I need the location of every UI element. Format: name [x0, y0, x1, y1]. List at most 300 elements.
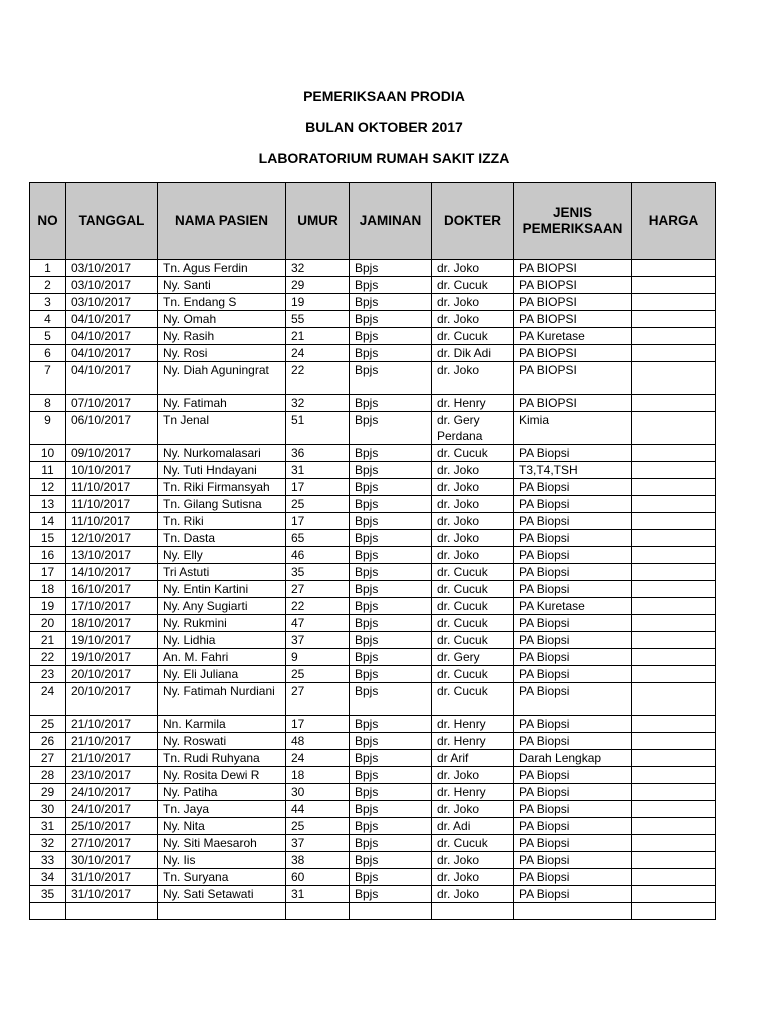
cell-jenis-pemeriksaan: PA Biopsi: [514, 683, 632, 716]
table-row: [30, 362, 716, 395]
cell-jaminan: Bpjs: [350, 445, 432, 462]
cell-harga: [632, 345, 716, 362]
cell-tanggal: 10/10/2017: [66, 462, 158, 479]
table-row: [30, 395, 716, 412]
cell-no: 25: [30, 716, 66, 733]
cell-jaminan: Bpjs: [350, 530, 432, 547]
cell-umur: 46: [286, 547, 350, 564]
cell-tanggal: 30/10/2017: [66, 852, 158, 869]
cell-dokter: dr. Cucuk: [432, 328, 514, 345]
cell-harga: [632, 869, 716, 886]
cell-dokter: dr. Joko: [432, 294, 514, 311]
cell-umur: 24: [286, 345, 350, 362]
cell-jaminan: Bpjs: [350, 328, 432, 345]
cell-harga: [632, 294, 716, 311]
cell-umur: 19: [286, 294, 350, 311]
cell-nama-pasien: Tn. Rudi Ruhyana: [158, 750, 286, 767]
cell-jenis-pemeriksaan: PA Biopsi: [514, 818, 632, 835]
cell-empty: [632, 903, 716, 920]
table-row: [30, 547, 716, 564]
cell-no: 35: [30, 886, 66, 903]
table-row: [30, 581, 716, 598]
table-row: [30, 818, 716, 835]
cell-nama-pasien: Ny. Sati Setawati: [158, 886, 286, 903]
cell-dokter: dr. Gery Perdana: [432, 412, 514, 445]
cell-harga: [632, 462, 716, 479]
table-row: [30, 683, 716, 716]
cell-no: 20: [30, 615, 66, 632]
cell-umur: 37: [286, 835, 350, 852]
cell-nama-pasien: Tn. Jaya: [158, 801, 286, 818]
cell-jenis-pemeriksaan: PA Biopsi: [514, 784, 632, 801]
cell-jaminan: Bpjs: [350, 362, 432, 395]
cell-jenis-pemeriksaan: PA Biopsi: [514, 649, 632, 666]
cell-dokter: dr. Adi: [432, 818, 514, 835]
cell-jaminan: Bpjs: [350, 632, 432, 649]
cell-no: 13: [30, 496, 66, 513]
cell-tanggal: 03/10/2017: [66, 260, 158, 277]
cell-no: 24: [30, 683, 66, 716]
column-header-tanggal: TANGGAL: [66, 183, 158, 260]
cell-jaminan: Bpjs: [350, 462, 432, 479]
cell-umur: 48: [286, 733, 350, 750]
cell-empty: [514, 903, 632, 920]
cell-jenis-pemeriksaan: PA Biopsi: [514, 886, 632, 903]
cell-nama-pasien: Tn. Dasta: [158, 530, 286, 547]
cell-no: 4: [30, 311, 66, 328]
cell-harga: [632, 513, 716, 530]
table-row: [30, 345, 716, 362]
cell-empty: [158, 903, 286, 920]
cell-nama-pasien: An. M. Fahri: [158, 649, 286, 666]
cell-nama-pasien: Ny. Fatimah Nurdiani: [158, 683, 286, 716]
cell-jaminan: Bpjs: [350, 496, 432, 513]
cell-nama-pasien: Ny. Tuti Hndayani: [158, 462, 286, 479]
cell-jenis-pemeriksaan: T3,T4,TSH: [514, 462, 632, 479]
cell-harga: [632, 886, 716, 903]
cell-tanggal: 12/10/2017: [66, 530, 158, 547]
cell-no: 32: [30, 835, 66, 852]
cell-umur: 9: [286, 649, 350, 666]
column-header-nama-pasien: NAMA PASIEN: [158, 183, 286, 260]
cell-jenis-pemeriksaan: PA BIOPSI: [514, 345, 632, 362]
cell-umur: 29: [286, 277, 350, 294]
table-row: [30, 733, 716, 750]
cell-umur: 32: [286, 395, 350, 412]
cell-jaminan: Bpjs: [350, 260, 432, 277]
cell-no: 23: [30, 666, 66, 683]
cell-dokter: dr. Cucuk: [432, 598, 514, 615]
cell-no: 12: [30, 479, 66, 496]
cell-no: 19: [30, 598, 66, 615]
cell-nama-pasien: Ny. Rasih: [158, 328, 286, 345]
cell-jenis-pemeriksaan: PA BIOPSI: [514, 362, 632, 395]
table-row: [30, 666, 716, 683]
cell-jaminan: Bpjs: [350, 513, 432, 530]
table-row: [30, 294, 716, 311]
table-row: [30, 260, 716, 277]
cell-umur: 25: [286, 666, 350, 683]
cell-harga: [632, 750, 716, 767]
cell-dokter: dr. Henry: [432, 784, 514, 801]
table-row: [30, 564, 716, 581]
cell-no: 1: [30, 260, 66, 277]
cell-jaminan: Bpjs: [350, 784, 432, 801]
cell-harga: [632, 835, 716, 852]
cell-dokter: dr. Joko: [432, 869, 514, 886]
cell-jenis-pemeriksaan: PA BIOPSI: [514, 277, 632, 294]
cell-umur: 36: [286, 445, 350, 462]
cell-harga: [632, 564, 716, 581]
cell-tanggal: 14/10/2017: [66, 564, 158, 581]
cell-harga: [632, 412, 716, 445]
cell-nama-pasien: Tn. Suryana: [158, 869, 286, 886]
table-row: [30, 801, 716, 818]
cell-harga: [632, 547, 716, 564]
cell-nama-pasien: Ny. Iis: [158, 852, 286, 869]
cell-harga: [632, 767, 716, 784]
cell-dokter: dr. Joko: [432, 513, 514, 530]
cell-dokter: dr. Henry: [432, 716, 514, 733]
cell-umur: 25: [286, 818, 350, 835]
cell-jaminan: Bpjs: [350, 767, 432, 784]
table-row: [30, 598, 716, 615]
cell-tanggal: 06/10/2017: [66, 412, 158, 445]
cell-tanggal: 04/10/2017: [66, 328, 158, 345]
cell-harga: [632, 852, 716, 869]
cell-jaminan: Bpjs: [350, 683, 432, 716]
cell-tanggal: 23/10/2017: [66, 767, 158, 784]
cell-dokter: dr. Joko: [432, 801, 514, 818]
table-row: [30, 886, 716, 903]
cell-harga: [632, 733, 716, 750]
cell-umur: 17: [286, 716, 350, 733]
cell-umur: 51: [286, 412, 350, 445]
cell-no: 26: [30, 733, 66, 750]
title-bulan: BULAN OKTOBER 2017: [305, 119, 463, 135]
table-row: [30, 462, 716, 479]
cell-nama-pasien: Ny. Nita: [158, 818, 286, 835]
cell-tanggal: 19/10/2017: [66, 632, 158, 649]
cell-dokter: dr. Cucuk: [432, 445, 514, 462]
cell-harga: [632, 683, 716, 716]
cell-no: 18: [30, 581, 66, 598]
title-laboratorium: LABORATORIUM RUMAH SAKIT IZZA: [258, 150, 510, 166]
cell-empty: [432, 903, 514, 920]
cell-jaminan: Bpjs: [350, 886, 432, 903]
cell-jaminan: Bpjs: [350, 564, 432, 581]
column-header-harga: HARGA: [632, 183, 716, 260]
cell-umur: 17: [286, 479, 350, 496]
cell-jenis-pemeriksaan: PA Biopsi: [514, 801, 632, 818]
cell-jenis-pemeriksaan: PA Biopsi: [514, 547, 632, 564]
cell-no: 2: [30, 277, 66, 294]
cell-harga: [632, 479, 716, 496]
cell-umur: 55: [286, 311, 350, 328]
cell-no: 6: [30, 345, 66, 362]
cell-jaminan: Bpjs: [350, 716, 432, 733]
column-header-dokter: DOKTER: [432, 183, 514, 260]
cell-dokter: dr. Cucuk: [432, 615, 514, 632]
cell-empty: [350, 903, 432, 920]
title-pemeriksaan-prodia: PEMERIKSAAN PRODIA: [303, 88, 465, 104]
cell-nama-pasien: Tn. Riki Firmansyah: [158, 479, 286, 496]
cell-jenis-pemeriksaan: PA Biopsi: [514, 835, 632, 852]
cell-jenis-pemeriksaan: PA Kuretase: [514, 328, 632, 345]
cell-jenis-pemeriksaan: PA Kuretase: [514, 598, 632, 615]
cell-no: 21: [30, 632, 66, 649]
cell-tanggal: 17/10/2017: [66, 598, 158, 615]
cell-tanggal: 04/10/2017: [66, 345, 158, 362]
cell-tanggal: 03/10/2017: [66, 294, 158, 311]
cell-umur: 27: [286, 683, 350, 716]
cell-nama-pasien: Ny. Nurkomalasari: [158, 445, 286, 462]
cell-jenis-pemeriksaan: PA Biopsi: [514, 767, 632, 784]
cell-jaminan: Bpjs: [350, 277, 432, 294]
cell-umur: 18: [286, 767, 350, 784]
cell-jenis-pemeriksaan: PA Biopsi: [514, 852, 632, 869]
cell-umur: 60: [286, 869, 350, 886]
cell-jaminan: Bpjs: [350, 598, 432, 615]
cell-jenis-pemeriksaan: PA Biopsi: [514, 666, 632, 683]
cell-harga: [632, 277, 716, 294]
header-row: [30, 183, 716, 260]
cell-jenis-pemeriksaan: PA BIOPSI: [514, 294, 632, 311]
cell-umur: 32: [286, 260, 350, 277]
table-row: [30, 513, 716, 530]
cell-jenis-pemeriksaan: PA BIOPSI: [514, 311, 632, 328]
cell-umur: 22: [286, 598, 350, 615]
cell-jaminan: Bpjs: [350, 412, 432, 445]
cell-harga: [632, 260, 716, 277]
cell-jaminan: Bpjs: [350, 615, 432, 632]
table-row: [30, 412, 716, 445]
cell-harga: [632, 818, 716, 835]
cell-dokter: dr. Joko: [432, 852, 514, 869]
cell-harga: [632, 716, 716, 733]
cell-no: 29: [30, 784, 66, 801]
cell-no: 30: [30, 801, 66, 818]
cell-dokter: dr. Joko: [432, 886, 514, 903]
cell-tanggal: 09/10/2017: [66, 445, 158, 462]
cell-no: 22: [30, 649, 66, 666]
cell-no: 16: [30, 547, 66, 564]
cell-nama-pasien: Ny. Santi: [158, 277, 286, 294]
cell-nama-pasien: Tn. Riki: [158, 513, 286, 530]
cell-harga: [632, 784, 716, 801]
column-header-jaminan: JAMINAN: [350, 183, 432, 260]
cell-umur: 24: [286, 750, 350, 767]
cell-harga: [632, 632, 716, 649]
cell-dokter: dr. Joko: [432, 547, 514, 564]
column-header-umur: UMUR: [286, 183, 350, 260]
cell-tanggal: 24/10/2017: [66, 801, 158, 818]
table-row: [30, 852, 716, 869]
cell-jenis-pemeriksaan: PA Biopsi: [514, 496, 632, 513]
cell-dokter: dr. Cucuk: [432, 277, 514, 294]
cell-jaminan: Bpjs: [350, 852, 432, 869]
patient-table: [29, 182, 716, 920]
cell-dokter: dr. Cucuk: [432, 581, 514, 598]
cell-nama-pasien: Ny. Lidhia: [158, 632, 286, 649]
cell-nama-pasien: Tn. Agus Ferdin: [158, 260, 286, 277]
cell-tanggal: 21/10/2017: [66, 716, 158, 733]
cell-jaminan: Bpjs: [350, 649, 432, 666]
cell-jenis-pemeriksaan: PA Biopsi: [514, 445, 632, 462]
cell-harga: [632, 581, 716, 598]
cell-harga: [632, 311, 716, 328]
cell-tanggal: 04/10/2017: [66, 362, 158, 395]
cell-tanggal: 04/10/2017: [66, 311, 158, 328]
cell-jaminan: Bpjs: [350, 733, 432, 750]
cell-jaminan: Bpjs: [350, 801, 432, 818]
cell-jenis-pemeriksaan: PA Biopsi: [514, 581, 632, 598]
cell-dokter: dr. Joko: [432, 496, 514, 513]
cell-dokter: dr. Henry: [432, 733, 514, 750]
cell-jenis-pemeriksaan: PA Biopsi: [514, 479, 632, 496]
cell-tanggal: 13/10/2017: [66, 547, 158, 564]
cell-jaminan: Bpjs: [350, 345, 432, 362]
cell-tanggal: 11/10/2017: [66, 496, 158, 513]
cell-umur: 22: [286, 362, 350, 395]
cell-umur: 31: [286, 462, 350, 479]
cell-no: 9: [30, 412, 66, 445]
cell-tanggal: 21/10/2017: [66, 750, 158, 767]
table-row: [30, 277, 716, 294]
cell-jenis-pemeriksaan: Darah Lengkap: [514, 750, 632, 767]
cell-jaminan: Bpjs: [350, 479, 432, 496]
cell-dokter: dr Arif: [432, 750, 514, 767]
cell-umur: 65: [286, 530, 350, 547]
cell-nama-pasien: Ny. Rosita Dewi R: [158, 767, 286, 784]
cell-umur: 35: [286, 564, 350, 581]
cell-jenis-pemeriksaan: PA Biopsi: [514, 869, 632, 886]
table-row: [30, 530, 716, 547]
cell-no: 15: [30, 530, 66, 547]
table-row-empty: [30, 903, 716, 920]
cell-jenis-pemeriksaan: PA Biopsi: [514, 513, 632, 530]
cell-tanggal: 31/10/2017: [66, 886, 158, 903]
cell-nama-pasien: Ny. Patiha: [158, 784, 286, 801]
cell-tanggal: 20/10/2017: [66, 683, 158, 716]
cell-dokter: dr. Joko: [432, 530, 514, 547]
cell-nama-pasien: Ny. Entin Kartini: [158, 581, 286, 598]
table-row: [30, 869, 716, 886]
cell-nama-pasien: Ny. Rukmini: [158, 615, 286, 632]
cell-harga: [632, 530, 716, 547]
cell-dokter: dr. Joko: [432, 311, 514, 328]
cell-tanggal: 21/10/2017: [66, 733, 158, 750]
cell-harga: [632, 496, 716, 513]
cell-harga: [632, 649, 716, 666]
cell-jaminan: Bpjs: [350, 547, 432, 564]
cell-no: 27: [30, 750, 66, 767]
cell-nama-pasien: Tri Astuti: [158, 564, 286, 581]
cell-dokter: dr. Joko: [432, 260, 514, 277]
cell-umur: 25: [286, 496, 350, 513]
cell-jenis-pemeriksaan: PA Biopsi: [514, 564, 632, 581]
cell-dokter: dr. Gery: [432, 649, 514, 666]
table-row: [30, 784, 716, 801]
table-row: [30, 445, 716, 462]
table-row: [30, 716, 716, 733]
cell-no: 17: [30, 564, 66, 581]
cell-tanggal: 31/10/2017: [66, 869, 158, 886]
cell-jaminan: Bpjs: [350, 666, 432, 683]
cell-no: 10: [30, 445, 66, 462]
cell-jenis-pemeriksaan: PA Biopsi: [514, 615, 632, 632]
cell-no: 7: [30, 362, 66, 395]
cell-dokter: dr. Cucuk: [432, 632, 514, 649]
cell-no: 14: [30, 513, 66, 530]
cell-harga: [632, 395, 716, 412]
cell-jaminan: Bpjs: [350, 835, 432, 852]
cell-umur: 30: [286, 784, 350, 801]
cell-tanggal: 16/10/2017: [66, 581, 158, 598]
cell-tanggal: 03/10/2017: [66, 277, 158, 294]
cell-tanggal: 11/10/2017: [66, 479, 158, 496]
cell-no: 33: [30, 852, 66, 869]
cell-no: 3: [30, 294, 66, 311]
cell-harga: [632, 445, 716, 462]
cell-dokter: dr. Joko: [432, 479, 514, 496]
cell-nama-pasien: Ny. Eli Juliana: [158, 666, 286, 683]
cell-dokter: dr. Cucuk: [432, 564, 514, 581]
cell-harga: [632, 666, 716, 683]
cell-tanggal: 27/10/2017: [66, 835, 158, 852]
cell-harga: [632, 615, 716, 632]
table-row: [30, 615, 716, 632]
cell-umur: 27: [286, 581, 350, 598]
cell-no: 31: [30, 818, 66, 835]
cell-harga: [632, 328, 716, 345]
cell-nama-pasien: Ny. Elly: [158, 547, 286, 564]
cell-harga: [632, 801, 716, 818]
cell-umur: 31: [286, 886, 350, 903]
table-row: [30, 479, 716, 496]
table-row: [30, 649, 716, 666]
cell-dokter: dr. Cucuk: [432, 835, 514, 852]
cell-jaminan: Bpjs: [350, 294, 432, 311]
cell-jaminan: Bpjs: [350, 311, 432, 328]
cell-jaminan: Bpjs: [350, 581, 432, 598]
table-row: [30, 835, 716, 852]
cell-dokter: dr. Joko: [432, 362, 514, 395]
cell-tanggal: 11/10/2017: [66, 513, 158, 530]
cell-no: 28: [30, 767, 66, 784]
cell-no: 8: [30, 395, 66, 412]
cell-dokter: dr. Joko: [432, 462, 514, 479]
table-row: [30, 767, 716, 784]
cell-empty: [66, 903, 158, 920]
cell-dokter: dr. Cucuk: [432, 666, 514, 683]
cell-jenis-pemeriksaan: PA BIOPSI: [514, 260, 632, 277]
cell-umur: 47: [286, 615, 350, 632]
cell-dokter: dr. Henry: [432, 395, 514, 412]
cell-empty: [30, 903, 66, 920]
table-row: [30, 632, 716, 649]
cell-jenis-pemeriksaan: PA Biopsi: [514, 733, 632, 750]
cell-harga: [632, 598, 716, 615]
table-body: [30, 260, 716, 920]
cell-dokter: dr. Cucuk: [432, 683, 514, 716]
cell-nama-pasien: Nn. Karmila: [158, 716, 286, 733]
cell-tanggal: 18/10/2017: [66, 615, 158, 632]
cell-jenis-pemeriksaan: PA Biopsi: [514, 716, 632, 733]
cell-tanggal: 20/10/2017: [66, 666, 158, 683]
cell-jenis-pemeriksaan: PA Biopsi: [514, 530, 632, 547]
cell-nama-pasien: Ny. Diah Aguningrat: [158, 362, 286, 395]
